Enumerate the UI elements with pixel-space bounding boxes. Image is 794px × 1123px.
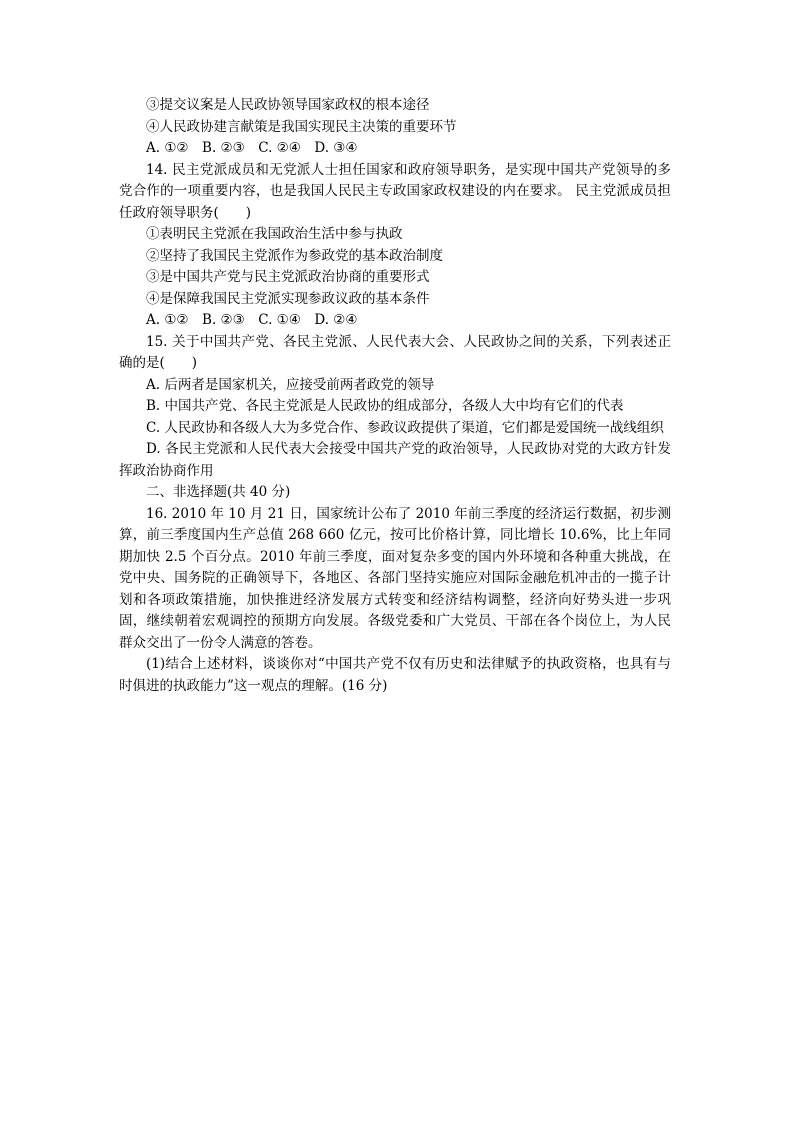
q13-choices: A. ①② B. ②③ C. ②④ D. ③④ — [146, 140, 358, 156]
q14-option-3: ③是中国共产党与民主党派政治协商的重要形式 — [146, 269, 430, 285]
q13-option-3: ③提交议案是人民政协领导国家政权的根本途径 — [146, 97, 430, 113]
q16-subquestion-1: (1)结合上述材料，谈谈你对“中国共产党不仅有历史和法律赋予的执政资格，也具有与时俱进的执政能力”这一观点的理解。(16 分) — [119, 656, 671, 694]
document-page — [119, 95, 671, 697]
q14-option-4: ④是保障我国民主党派实现参政议政的基本条件 — [146, 290, 430, 307]
q15-option-c: C. 人民政协和各级人大为多党合作、参政议政提供了渠道，它们都是爱国统一战线组织 — [146, 419, 664, 436]
q15-option-d: D. 各民主党派和人民代表大会接受中国共产党的政治领导，人民政协对党的大政方针发挥政治协商作用 — [119, 441, 671, 479]
q15-option-a: A. 后两者是国家机关，应接受前两者政党的领导 — [146, 376, 435, 393]
section-title: 二、非选择题(共 40 分) — [146, 484, 291, 500]
q14-choices: A. ①② B. ②③ C. ①④ D. ②④ — [146, 312, 358, 328]
q14-option-1: ①表明民主党派在我国政治生活中参与执政 — [146, 226, 403, 242]
q15-option-b: B. 中国共产党、各民主党派是人民政协的组成部分，各级人大中均有它们的代表 — [146, 398, 624, 414]
q14-stem: 14. 民主党派成员和无党派人士担任国家和政府领导职务，是实现中国共产党领导的多党合作的一项重要内容，也是我国人民民主专政国家政权建设的内在要求。 民主党派成员担任政府领导职务( ) — [119, 161, 671, 221]
q15-stem: 15. 关于中国共产党、各民主党派、人民代表大会、人民政协之间的关系，下列表述正确的是( ) — [119, 333, 671, 371]
q16-material: 16. 2010 年 10 月 21 日，国家统计公布了 2010 年前三季度的经济运行数据，初步测算，前三季度国内生产总值 268 660 亿元，按可比价格计算，同比增长 10.6%，比上年同期加快 2.5 个百分点。2010 年前三季度，面对复杂多变的国内外环境和各种重大挑战，在党中央、国务院的正确领导下，各地区、各部门坚持实施应对国际金融危机冲击的一揽子计划和各项政策措施，加快推进经济发展方式转变和经济结构调整，经济向好势头进一步巩固，继续朝着宏观调控的预期方向发展。各级党委和广大党员、干部在各个岗位上，为人民群众交出了一份令人满意的答卷。 — [119, 505, 671, 651]
q13-option-4: ④人民政协建言献策是我国实现民主决策的重要环节 — [146, 118, 457, 135]
q14-option-2: ②坚持了我国民主党派作为参政党的基本政治制度 — [146, 247, 443, 264]
